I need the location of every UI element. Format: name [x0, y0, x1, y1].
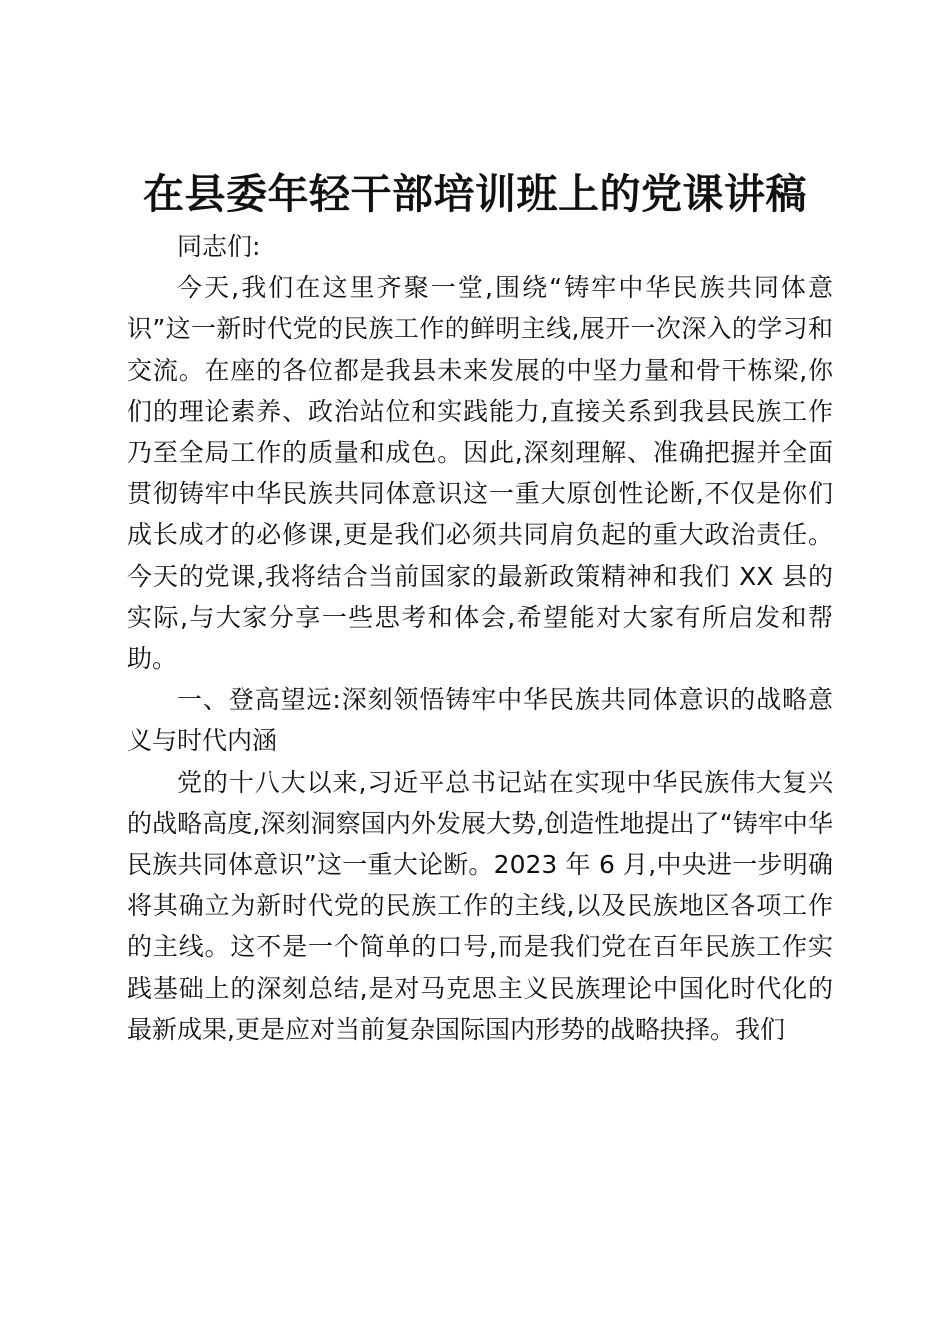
body-paragraph: 党的十八大以来,习近平总书记站在实现中华民族伟大复兴的战略高度,深刻洞察国内外发展大势,创造性地提出了“铸牢中华民族共同体意识”这一重大论断。2023 年 6 月,中央进一步明确将其确立为新时代党的民族工作的主线,以及民族地区各项工作的主线。这不是一个简单的口号,而是我们党在百年民族工作实践基础上的深刻总结,是对马克思主义民族理论中国化时代化的最新成果,更是应对当前复杂国际国内形势的战略抉择。我们	[127, 767, 833, 1044]
document-title: 在县委年轻干部培训班上的党课讲稿	[143, 170, 807, 218]
section-heading: 一、登高望远:深刻领悟铸牢中华民族共同体意识的战略意义与时代内涵	[127, 685, 833, 756]
greeting-paragraph: 同志们:	[177, 232, 261, 261]
document-body	[127, 226, 833, 1050]
intro-paragraph: 今天,我们在这里齐聚一堂,围绕“铸牢中华民族共同体意识”这一新时代党的民族工作的鲜明主线,展开一次深入的学习和交流。在座的各位都是我县未来发展的中坚力量和骨干栋梁,你们的理论素养、政治站位和实践能力,直接关系到我县民族工作乃至全局工作的质量和成色。因此,深刻理解、准确把握并全面贯彻铸牢中华民族共同体意识这一重大原创性论断,不仅是你们成长成才的必修课,更是我们必须共同肩负起的重大政治责任。今天的党课,我将结合当前国家的最新政策精神和我们 XX 县的实际,与大家分享一些思考和体会,希望能对大家有所启发和帮助。	[127, 273, 833, 674]
